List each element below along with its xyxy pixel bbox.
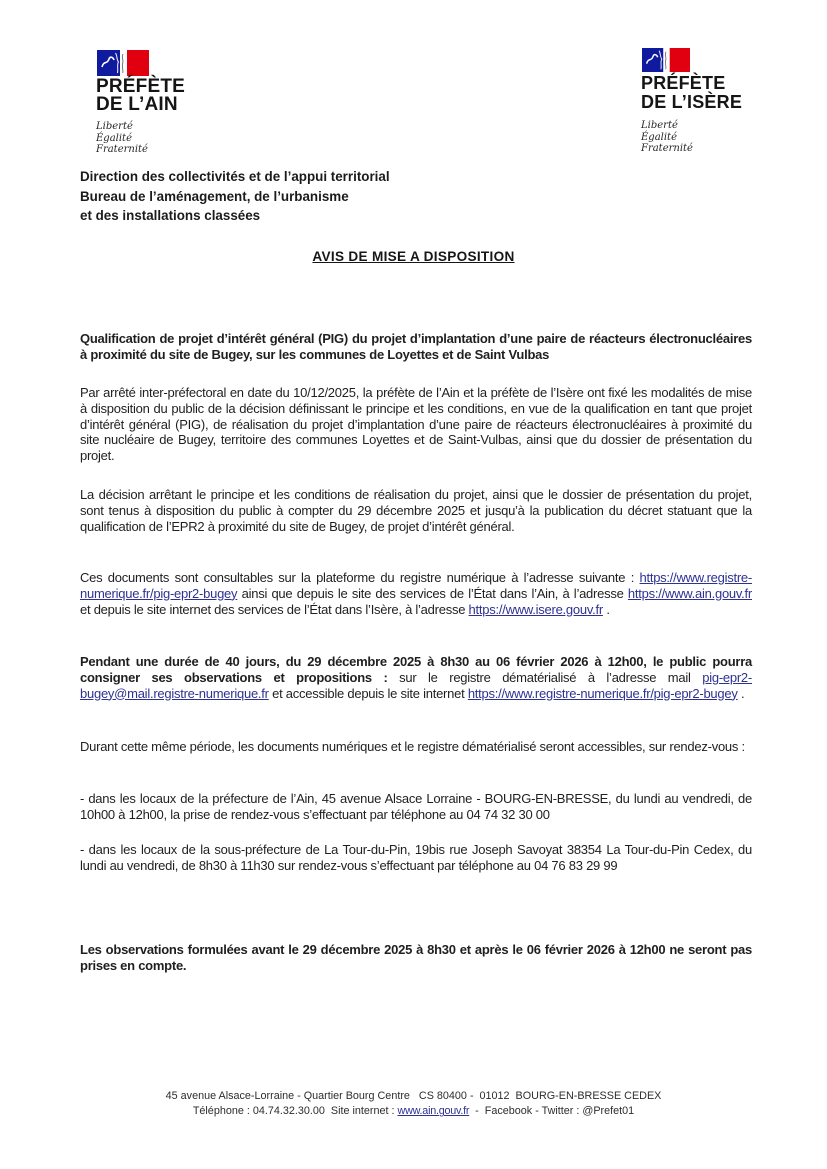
- logo-prefete-isere: [641, 48, 742, 155]
- motto-liberte: Liberté: [641, 120, 678, 131]
- link-footer-ain-gouv[interactable]: www.ain.gouv.fr: [397, 1105, 470, 1118]
- logo-ain-motto: [96, 121, 185, 156]
- department-block: [80, 167, 600, 226]
- motto-egalite: Égalité: [96, 132, 132, 144]
- text-run: ainsi que depuis le site des services de l’État dans l’Ain, à l’adresse: [237, 585, 628, 601]
- document-title: AVIS DE MISE A DISPOSITION: [312, 249, 515, 264]
- paragraph-arrete: Par arrêté inter-préfectoral en date du 10/12/2025, la préfète de l’Ain et la préfète de l’Isère ont fixé les modalités de mise à disposition du public de la décision définissant le principe et les conditions, en vue de la qualification en tant que projet d’intérêt général (PIG), de réalisation du projet d’implantation d’une paire de réacteurs électronucléaires à proximité du site nucléaire de Bugey, territoire des communes Loyettes et de Saint-Vulbas, ainsi que du dossier de présentation du projet.: [80, 385, 752, 464]
- link-registre-numerique[interactable]: https://www.registre-numerique.fr/pig-epr2-bugey: [467, 685, 738, 701]
- logo-isere-line2: DE L’ISÈRE: [641, 92, 743, 112]
- paragraph-periode: Durant cette même période, les documents numériques et le registre dématérialisé seront accessibles, sur rendez-vous :: [80, 739, 745, 754]
- motto-fraternite: Fraternité: [641, 143, 693, 155]
- text-run: .: [602, 601, 610, 617]
- page-footer: [0, 1089, 827, 1120]
- paragraph-sous-prefecture-tour-du-pin: - dans les locaux de la sous-préfecture de La Tour-du-Pin, 19bis rue Joseph Savoyat 38354 La Tour-du-Pin Cedex, du lundi au vendredi, de 8h30 à 11h30 sur rendez-vous s’effectuant par téléphone au 04 76 83 29 99: [80, 842, 752, 873]
- department-line-1: Direction des collectivités et de l’appui territorial: [80, 169, 390, 184]
- department-line-2: Bureau de l’aménagement, de l’urbanisme: [80, 188, 349, 204]
- footer-phone: Téléphone : 04.74.32.30.00 Site internet :: [192, 1105, 398, 1118]
- text-run: Ces documents sont consultables sur la plateforme du registre numérique à l’adresse suivante :: [80, 570, 640, 585]
- text-run-bold: Pendant une durée de 40 jours, du 29 décembre 2025 à 8h30 au 06 février 2026 à 12h00, le public pourra consigner ses observations et propositions :: [80, 654, 752, 685]
- text-run: sur le registre dématérialisé à l’adresse mail: [387, 669, 703, 685]
- footer-social: - Facebook - Twitter : @Prefet01: [469, 1105, 635, 1118]
- footer-contact: [0, 1104, 827, 1119]
- link-mail-registre[interactable]: pig-epr2-bugey@mail.registre-numerique.fr: [80, 669, 752, 701]
- paragraph-prefecture-ain: - dans les locaux de la préfecture de l’Ain, 45 avenue Alsace Lorraine - BOURG-EN-BRESSE, du lundi au vendredi, de 10h00 à 12h00, la prise de rendez-vous s’effectuant par téléphone au 04 74 32 30 00: [80, 791, 752, 822]
- department-line-3: et des installations classées: [80, 208, 261, 224]
- footer-address: 45 avenue Alsace-Lorraine - Quartier Bourg Centre CS 80400 - 01012 BOURG-EN-BRESSE CEDEX: [165, 1090, 662, 1102]
- logo-ain-line1: PRÉFÈTE: [96, 76, 186, 97]
- text-run: et depuis le site internet des services de l’État dans l’Isère, à l’adresse: [80, 601, 469, 617]
- logo-isere-line1: PRÉFÈTE: [641, 73, 726, 93]
- logo-ain-title: [96, 78, 185, 113]
- marianne-flag-icon: [641, 48, 691, 72]
- link-ain-gouv[interactable]: https://www.ain.gouv.fr: [627, 585, 752, 601]
- text-run: et accessible depuis le site internet: [268, 685, 468, 701]
- paragraph-duree: [80, 654, 752, 701]
- paragraph-consultation: [80, 570, 752, 617]
- link-isere-gouv[interactable]: https://www.isere.gouv.fr: [468, 601, 603, 617]
- motto-liberte: Liberté: [96, 121, 133, 132]
- logo-ain-line2: DE L’AIN: [96, 93, 178, 115]
- logo-isere-title: [641, 74, 742, 112]
- paragraph-decision: La décision arrêtant le principe et les conditions de réalisation du projet, ainsi que le dossier de présentation du projet, sont tenus à disposition du public à compter du 29 décembre 2025 et jusqu’à la publication du décret statuant que la qualification de l’EPR2 à proximité du site de Bugey, de projet d’intérêt général.: [80, 487, 752, 534]
- paragraph-observations-warning: Les observations formulées avant le 29 décembre 2025 à 8h30 et après le 06 février 2026 à 12h00 ne seront pas prises en compte.: [80, 942, 752, 973]
- link-registre-numerique[interactable]: https://www.registre-numerique.fr/pig-epr2-bugey: [80, 570, 752, 601]
- logo-isere-motto: [641, 120, 742, 155]
- logo-prefete-ain: [96, 50, 185, 156]
- marianne-flag-icon: [96, 50, 150, 76]
- text-run: .: [737, 685, 745, 701]
- paragraph-subject-heading: Qualification de projet d’intérêt général (PIG) du projet d’implantation d’une paire de réacteurs électronucléaires à proximité du site de Bugey, sur les communes de Loyettes et de Saint Vulbas: [80, 331, 752, 362]
- motto-egalite: Égalité: [641, 131, 677, 143]
- motto-fraternite: Fraternité: [96, 144, 148, 156]
